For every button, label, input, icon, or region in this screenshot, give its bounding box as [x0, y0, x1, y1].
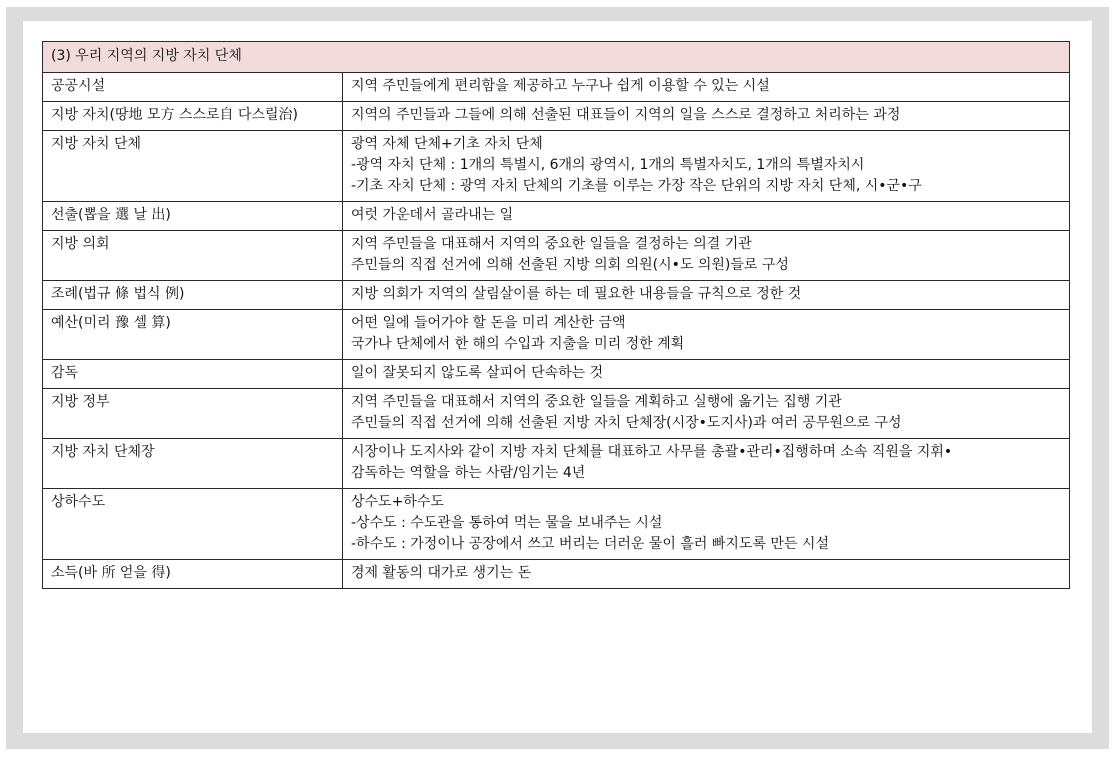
description-cell	[343, 131, 1070, 202]
description-cell	[343, 202, 1070, 231]
description-line: 지방 의회가 지역의 살림살이를 하는 데 필요한 내용들을 규칙으로 정한 것	[351, 286, 802, 302]
description-cell	[343, 389, 1070, 439]
description-line: 주민들의 직접 선거에 의해 선출된 지방 자치 단체장(시장•도지사)과 여러 공무원으로 구성	[351, 415, 902, 431]
page-frame	[6, 7, 1109, 749]
table-row	[43, 281, 1070, 310]
term-cell: 감독	[43, 360, 343, 389]
description-line: 주민들의 직접 선거에 의해 선출된 지방 의회 의원(시•도 의원)들로 구성	[351, 257, 789, 273]
table-row	[43, 202, 1070, 231]
description-cell	[343, 102, 1070, 131]
description-line: -하수도 : 가정이나 공장에서 쓰고 버리는 더러운 물이 흘러 빠지도록 만든 시설	[351, 536, 829, 552]
table-row	[43, 102, 1070, 131]
description-line: -광역 자치 단체 : 1개의 특별시, 6개의 광역시, 1개의 특별자치도, 1개의 특별자치시	[351, 157, 865, 173]
description-cell	[343, 439, 1070, 489]
term-cell: 조례(법규 條 법식 例)	[43, 281, 343, 310]
term-cell: 공공시설	[43, 73, 343, 102]
description-line: 국가나 단체에서 한 해의 수입과 지출을 미리 정한 계획	[351, 336, 685, 352]
table-row	[43, 360, 1070, 389]
term-cell: 지방 자치 단체	[43, 131, 343, 202]
description-line: 지역의 주민들과 그들에 의해 선출된 대표들이 지역의 일을 스스로 결정하고 처리하는 과정	[351, 107, 901, 123]
table-row	[43, 489, 1070, 560]
term-cell: 선출(뽑을 選 날 出)	[43, 202, 343, 231]
document-sheet	[23, 21, 1092, 733]
description-cell	[343, 560, 1070, 589]
description-line: 지역 주민들에게 편리함을 제공하고 누구나 쉽게 이용할 수 있는 시설	[351, 78, 770, 94]
glossary-table	[42, 41, 1070, 589]
description-line: 일이 잘못되지 않도록 살피어 단속하는 것	[351, 365, 604, 381]
table-row	[43, 73, 1070, 102]
term-cell: 지방 자치 단체장	[43, 439, 343, 489]
description-line: 어떤 일에 들어가야 할 돈을 미리 계산한 금액	[351, 315, 626, 331]
description-line: 감독하는 역할을 하는 사람/임기는 4년	[351, 465, 586, 481]
table-row	[43, 560, 1070, 589]
description-cell	[343, 489, 1070, 560]
term-cell: 예산(미리 豫 셀 算)	[43, 310, 343, 360]
term-cell: 지방 의회	[43, 231, 343, 281]
table-row	[43, 231, 1070, 281]
description-line: 지역 주민들을 대표해서 지역의 중요한 일들을 계획하고 실행에 옮기는 집행 기관	[351, 394, 842, 410]
term-cell: 소득(바 所 얻을 得)	[43, 560, 343, 589]
description-cell	[343, 360, 1070, 389]
description-cell	[343, 73, 1070, 102]
description-cell	[343, 310, 1070, 360]
term-cell: 지방 정부	[43, 389, 343, 439]
description-line: -기초 자치 단체 : 광역 자치 단체의 기초를 이루는 가장 작은 단위의 지방 자치 단체, 시•군•구	[351, 178, 922, 194]
description-line: 시장이나 도지사와 같이 지방 자치 단체를 대표하고 사무를 총괄•관리•집행하며 소속 직원을 지휘•	[351, 444, 953, 460]
table-row	[43, 389, 1070, 439]
table-row	[43, 131, 1070, 202]
description-cell	[343, 231, 1070, 281]
description-cell	[343, 281, 1070, 310]
table-row	[43, 439, 1070, 489]
description-line: 지역 주민들을 대표해서 지역의 중요한 일들을 결정하는 의결 기관	[351, 236, 752, 252]
table-title: (3) 우리 지역의 지방 자치 단체	[43, 42, 1070, 73]
description-line: 상수도+하수도	[351, 494, 444, 510]
description-line: 광역 자체 단체+기초 자치 단체	[351, 136, 543, 152]
term-cell: 지방 자치(땅地 모方 스스로自 다스릴治)	[43, 102, 343, 131]
description-line: 경제 활동의 대가로 생기는 돈	[351, 565, 532, 581]
table-row	[43, 310, 1070, 360]
description-line: -상수도 : 수도관을 통하여 먹는 물을 보내주는 시설	[351, 515, 663, 531]
term-cell: 상하수도	[43, 489, 343, 560]
description-line: 여럿 가운데서 골라내는 일	[351, 207, 514, 223]
table-title-row	[43, 42, 1070, 73]
